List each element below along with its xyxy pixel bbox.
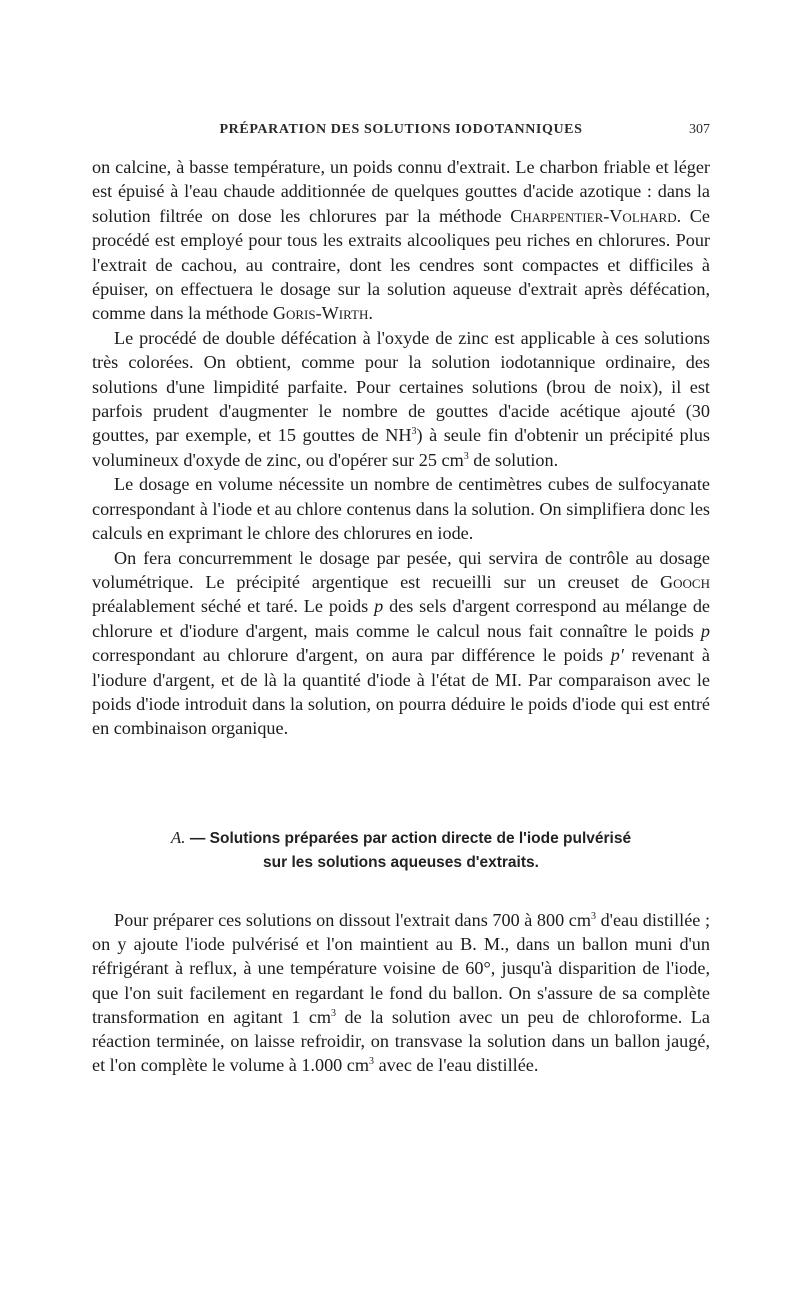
paragraph-1: on calcine, à basse température, un poids connu d'extrait. Le charbon friable et léger est épuisé à l'eau chaude additionnée de quelques gouttes d'acide azotique : dans la solution filtrée on dose les chlorures par la méthode Charpentier-Volhard. Ce procédé est employé pour tous les extraits alcooliques peu riches en chlorures. Pour l'extrait de cachou, au contraire, dont les cendres sont compactes et difficiles à épuiser, on effectuera le dosage sur la solution aqueuse d'extrait après défécation, comme dans la méthode Goris-Wirth. [92, 157, 710, 324]
paragraph-2: Le procédé de double défécation à l'oxyde de zinc est applicable à ces solutions très colorées. On obtient, comme pour la solution iodotannique ordinaire, des solutions d'une limpidité parfaite. Pour certaines solutions (brou de noix), il est parfois prudent d'augmenter le nombre de gouttes d'acide acétique ajouté (30 gouttes, par exemple, et 15 gouttes de $NH^3$) à seule fin d'obtenir un précipité plus volumineux d'oxyde de zinc, ou d'opérer sur 25 $cm^3$ de solution. [92, 327, 710, 470]
variable-p-prime: p′ [610, 645, 624, 666]
section-paragraph: Pour préparer ces solutions on dissout l'extrait dans 700 à 800 $cm^3$ d'eau distillée ; on y ajoute l'iode pulvérisé et l'on maintient au B. M., dans un ballon muni d'un réfrigérant à reflux, à une température voisine de 60°, jusqu'à disparition de l'iode, que l'on suit facilement en regardant le fond du ballon. On s'assure de sa complète transformation en agitant 1 $cm^3$ de la solution avec un peu de chloroforme. La réaction terminée, on laisse refroidir, on transvase la solution dans un ballon jaugé, et l'on complète le volume à 1.000 $cm^3$ avec de l'eau distillée. [92, 910, 710, 1076]
running-header [92, 122, 710, 144]
body-text [92, 155, 710, 741]
running-title: PRÉPARATION DES SOLUTIONS IODOTANNIQUES [219, 122, 583, 137]
author-name-charpentier-volhard: Charpentier-Volhard [510, 205, 677, 226]
section-body [92, 908, 710, 1077]
superscript: 3 [369, 1056, 375, 1068]
variable-p: p [374, 596, 384, 617]
superscript: 3 [331, 1007, 337, 1019]
section-heading-line-2: sur les solutions aqueuses d'extraits. [263, 854, 539, 871]
paragraph-3: Le dosage en volume nécessite un nombre de centimètres cubes de sulfocyanate correspondant à l'iode et au chlore contenus dans la solution. On simplifiera donc les calculs en exprimant le chlore des chlorures en iode. [92, 474, 710, 544]
variable-p: p [700, 620, 710, 641]
superscript: 3 [591, 910, 596, 922]
author-name-gooch: Gooch [660, 571, 710, 592]
section-letter: A. [170, 828, 186, 847]
superscript: 3 [411, 426, 417, 438]
section-heading-line-1: A. — Solutions préparées par action directe de l'iode pulvérisé [170, 828, 632, 847]
paragraph-4: On fera concurremment le dosage par pesée, qui servira de contrôle au dosage volumétrique. Le précipité argentique est recueilli sur un creuset de Gooch préalablement séché et taré. Le poids p des sels d'argent correspond au mélange de chlorure et d'iodure d'argent, mais comme le calcul nous fait connaître le poids p correspondant au chlorure d'argent, on aura par différence le poids p′ revenant à l'iodure d'argent, et de là la quantité d'iode à l'état de MI. Par comparaison avec le poids d'iode introduit dans la solution, on pourra déduire le poids d'iode qui est entré en combinaison organique. [92, 547, 710, 739]
page-number: 307 [689, 122, 710, 137]
superscript: 3 [463, 450, 469, 462]
author-name-goris-wirth: Goris-Wirth [272, 303, 369, 324]
section-heading [92, 826, 710, 875]
